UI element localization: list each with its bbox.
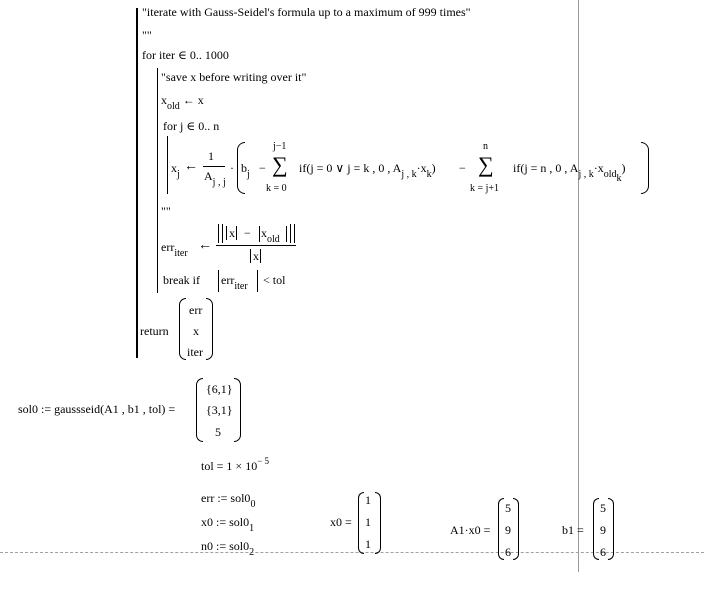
b1-label: b1 = (562, 523, 584, 537)
num-x: x (229, 226, 235, 240)
if2-close: ) (621, 161, 626, 175)
sum2-top: n (483, 141, 488, 152)
comment-save[interactable]: "save x before writing over it" (161, 70, 307, 84)
norm-bar-left-inner (222, 224, 223, 243)
frac-den-sub: j , j (212, 177, 226, 188)
dot: · (230, 161, 234, 175)
den-abs-left (250, 249, 251, 263)
sol0-lhs: sol0 := gaussseid(A1 , b1 , tol) = (18, 402, 176, 416)
assign-n0-lhs: n0 := sol0 (201, 539, 250, 553)
a1x0-value-1: 9 (505, 523, 511, 537)
b1-paren-right (608, 498, 614, 560)
num-xold-var: x (261, 226, 267, 240)
assign-err[interactable] (201, 491, 256, 510)
return-paren-right (206, 298, 213, 360)
sum1-symbol: ∑ (272, 152, 288, 177)
xold-rhs: ← x (182, 93, 204, 107)
return-keyword: return (140, 324, 169, 338)
return-item-x: x (193, 324, 199, 338)
program-for-bar (167, 136, 168, 194)
program-outer-bar (136, 8, 138, 358)
b-sub: j (247, 169, 250, 180)
break-abs-right (257, 270, 258, 292)
sol0-paren-right (234, 378, 241, 442)
err-var: err (161, 240, 175, 254)
x0-value-2: 1 (365, 537, 371, 551)
sum2-symbol: ∑ (478, 152, 494, 177)
return-item-err: err (189, 303, 203, 317)
return-paren-left (179, 298, 186, 360)
if2-tail: ·x (593, 161, 604, 175)
a1x0-value-2: 6 (505, 545, 511, 559)
x0-value-0: 1 (365, 493, 371, 507)
den-abs-right (260, 249, 261, 263)
return-item-iter: iter (187, 345, 203, 359)
break-err-var: err (221, 273, 235, 287)
for-outer-loop[interactable]: for iter ∈ 0.. 1000 (142, 48, 229, 62)
break-abs-left (218, 270, 219, 292)
den-x: x (253, 249, 259, 263)
norm-bar-right-outer (294, 224, 295, 243)
if2-text: if(j = n , 0 , A (513, 161, 579, 175)
assign-n0-sub: 2 (249, 547, 255, 558)
b1-paren-left (593, 498, 599, 560)
x0-paren-left (358, 492, 364, 554)
sum1-top: j−1 (273, 141, 287, 152)
abs-x-right (236, 226, 237, 240)
frac-num: 1 (208, 149, 214, 163)
err-lhs (161, 240, 188, 259)
if1-tail: ·x (416, 161, 427, 175)
xold-var: x (161, 93, 167, 107)
err-arrow: ← (198, 238, 212, 253)
break-tail: < tol (263, 273, 286, 287)
a1x0-value-0: 5 (505, 501, 511, 515)
x0-paren-right (375, 492, 381, 554)
update-lhs-var: x (171, 161, 177, 175)
norm-bar-right-inner (290, 224, 291, 243)
tol-definition[interactable] (201, 456, 270, 473)
assign-x0-sub: 1 (249, 523, 255, 534)
if1-text: if(j = 0 ∨ j = k , 0 , A (299, 161, 402, 175)
x0-label: x0 = (330, 515, 352, 529)
assign-err-lhs: err := sol0 (201, 491, 251, 505)
sum2-bottom: k = j+1 (470, 183, 500, 194)
err-sub: iter (174, 248, 188, 259)
if1-expression (299, 161, 436, 180)
a1x0-label: A1·x0 = (450, 523, 491, 537)
update-lhs-sub: j (177, 169, 180, 180)
sol0-item-2: 5 (215, 425, 221, 439)
a1x0-paren-left (498, 498, 504, 560)
break-err-sub: iter (234, 281, 248, 292)
b1-value-0: 5 (600, 501, 606, 515)
empty-string-2[interactable]: "" (161, 204, 171, 218)
num-minus: − (244, 226, 251, 240)
if2-tail-sub2: k (616, 173, 622, 184)
if1-tail-sub: k (426, 169, 432, 180)
abs-x-left (226, 226, 227, 240)
b-var: b (241, 161, 247, 175)
sol0-item-1: {3,1} (206, 403, 233, 417)
assign-x0-lhs: x0 := sol0 (201, 515, 250, 529)
err-frac-bar (216, 245, 296, 246)
frac-den-var: A (204, 169, 213, 183)
norm-bar-left-outer (218, 224, 219, 243)
for-inner-loop[interactable]: for j ∈ 0.. n (163, 119, 220, 133)
b1-value-2: 6 (600, 545, 606, 559)
minus-1: − (259, 161, 266, 175)
sol0-paren-left (196, 378, 203, 442)
update-arrow: ← (184, 159, 198, 174)
sum1-bottom: k = 0 (266, 183, 287, 194)
assign-xold[interactable] (161, 93, 204, 112)
big-paren-right (641, 142, 649, 194)
frac-bar (203, 166, 225, 167)
page-boundary-line (578, 0, 579, 572)
if1-close: ) (431, 161, 436, 175)
tol-exponent: − 5 (257, 456, 270, 466)
break-keyword: break if (163, 273, 200, 287)
assign-err-sub: 0 (250, 499, 256, 510)
num-xold-sub: old (267, 234, 280, 245)
abs-xold-right (286, 226, 287, 242)
if1-sub: j , k (401, 169, 417, 180)
b-term (241, 161, 250, 180)
b1-value-1: 9 (600, 523, 606, 537)
num-xold (261, 226, 280, 245)
update-lhs (171, 161, 180, 180)
program-inner-bar (157, 68, 158, 293)
if2-tail-sub: old (603, 169, 617, 180)
empty-string[interactable]: "" (142, 28, 152, 42)
assign-n0[interactable] (201, 539, 255, 558)
abs-xold-left (259, 226, 260, 242)
xold-sub: old (167, 101, 180, 112)
minus-2: − (459, 161, 466, 175)
frac-den (204, 169, 226, 188)
break-err (221, 273, 248, 292)
assign-x0[interactable] (201, 515, 255, 534)
sol0-item-0: {6,1} (206, 382, 233, 396)
if2-sub: j , k (578, 169, 594, 180)
x0-value-1: 1 (365, 515, 371, 529)
comment-header[interactable]: "iterate with Gauss-Seidel's formula up to a maximum of 999 times" (142, 5, 471, 19)
tol-text: tol = 1 × 10 (201, 459, 258, 473)
if2-expression (513, 161, 626, 184)
a1x0-paren-right (513, 498, 519, 560)
